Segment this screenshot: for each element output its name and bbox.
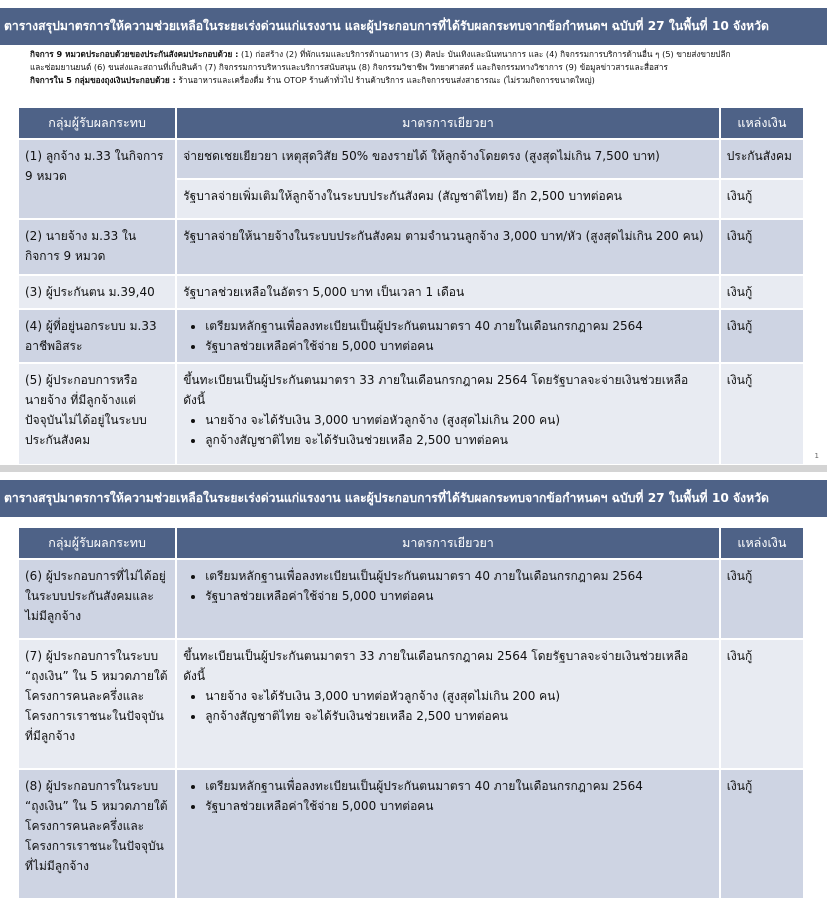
row-source: เงินกู้ bbox=[721, 770, 803, 898]
measures-table-1 bbox=[17, 106, 805, 466]
bullet-item: • นายจ้าง จะได้รับเงิน 3,000 บาทต่อหัวลูกจ้าง (สูงสุดไม่เกิน 200 คน) bbox=[205, 686, 713, 706]
row-measure: รัฐบาลจ่ายเพิ่มเติมให้ลูกจ้างในระบบประกันสังคม (สัญชาติไทย) อีก 2,500 บาทต่อคน bbox=[177, 180, 719, 218]
row-group: (5) ผู้ประกอบการหรือนายจ้าง ที่มีลูกจ้างแต่ปัจจุบันไม่ได้อยู่ในระบบประกันสังคม bbox=[19, 364, 175, 464]
bullet-list bbox=[183, 566, 713, 606]
row-source: เงินกู้ bbox=[721, 310, 803, 362]
table-row bbox=[19, 276, 803, 308]
row-source: เงินกู้ bbox=[721, 180, 803, 218]
table-row bbox=[19, 364, 803, 464]
bullet-item: • เตรียมหลักฐานเพื่อลงทะเบียนเป็นผู้ประกันตนมาตรา 40 ภายในเดือนกรกฎาคม 2564 bbox=[205, 566, 713, 586]
row-measure bbox=[177, 560, 719, 638]
table-row bbox=[19, 140, 803, 178]
row-measure bbox=[177, 310, 719, 362]
header-group: กลุ่มผู้รับผลกระทบ bbox=[19, 528, 175, 558]
row-source: เงินกู้ bbox=[721, 220, 803, 274]
row-source: เงินกู้ bbox=[721, 276, 803, 308]
note-line-1 bbox=[30, 48, 810, 61]
page-separator bbox=[0, 465, 827, 472]
bullet-list bbox=[183, 316, 713, 356]
note-line-2: และซ่อมยานยนต์ (6) ขนส่งและสถานที่เก็บสินค้า (7) กิจกรรมการบริหารและบริการสนับสนุน (8) กิจกรรมวิชาชีพ วิทยาศาสตร์ และกิจกรรมทางวิชาการ (9) ข้อมูลข่าวสารและสื่อสาร bbox=[30, 62, 668, 72]
note-label-9-categories: กิจการ 9 หมวดประกอบด้วยของประกันสังคมประกอบด้วย : bbox=[30, 49, 239, 59]
document-page-2 bbox=[0, 472, 827, 922]
bullet-item: • ลูกจ้างสัญชาติไทย จะได้รับเงินช่วยเหลือ 2,500 บาทต่อคน bbox=[205, 430, 713, 450]
table-row bbox=[19, 220, 803, 274]
header-source: แหล่งเงิน bbox=[721, 528, 803, 558]
bullet-list bbox=[183, 686, 713, 726]
row-group: (2) นายจ้าง ม.33 ในกิจการ 9 หมวด bbox=[19, 220, 175, 274]
header-measure: มาตรการเยียวยา bbox=[177, 108, 719, 138]
header-measure: มาตรการเยียวยา bbox=[177, 528, 719, 558]
bullet-item: • ลูกจ้างสัญชาติไทย จะได้รับเงินช่วยเหลือ 2,500 บาทต่อคน bbox=[205, 706, 713, 726]
row-source: เงินกู้ bbox=[721, 560, 803, 638]
measures-table-2 bbox=[17, 526, 805, 900]
row-measure bbox=[177, 770, 719, 898]
page-title-banner: ตารางสรุปมาตรการให้ความช่วยเหลือในระยะเร่งด่วนแก่แรงงาน และผู้ประกอบการที่ได้รับผลกระทบจากข้อกำหนดฯ ฉบับที่ 27 ในพื้นที่ 10 จังหวัด bbox=[0, 8, 827, 45]
note-text-9-categories: (1) ก่อสร้าง (2) ที่พักแรมและบริการด้านอาหาร (3) ศิลปะ บันเทิงและนันทนาการ และ (4) กิจกรรมการบริการด้านอื่น ๆ (5) ขายส่งขายปลีก bbox=[238, 49, 731, 59]
row-group: (6) ผู้ประกอบการที่ไม่ได้อยู่ในระบบประกันสังคมและไม่มีลูกจ้าง bbox=[19, 560, 175, 638]
note-line-3 bbox=[30, 74, 810, 87]
row-group: (1) ลูกจ้าง ม.33 ในกิจการ 9 หมวด bbox=[19, 140, 175, 218]
row-group: (3) ผู้ประกันตน ม.39,40 bbox=[19, 276, 175, 308]
measure-intro: ขึ้นทะเบียนเป็นผู้ประกันตนมาตรา 33 ภายในเดือนกรกฎาคม 2564 โดยรัฐบาลจะจ่ายเงินช่วยเหลือ ดังนี้ bbox=[183, 373, 689, 407]
bullet-item: • รัฐบาลช่วยเหลือค่าใช้จ่าย 5,000 บาทต่อคน bbox=[205, 796, 713, 816]
note-label-5-groups: กิจการใน 5 กลุ่มของถุงเงินประกอบด้วย : bbox=[30, 75, 176, 85]
header-source: แหล่งเงิน bbox=[721, 108, 803, 138]
row-measure: จ่ายชดเชยเยียวยา เหตุสุดวิสัย 50% ของรายได้ ให้ลูกจ้างโดยตรง (สูงสุดไม่เกิน 7,500 บาท) bbox=[177, 140, 719, 178]
bullet-list bbox=[183, 410, 713, 450]
row-measure: รัฐบาลจ่ายให้นายจ้างในระบบประกันสังคม ตามจำนวนลูกจ้าง 3,000 บาท/หัว (สูงสุดไม่เกิน 200 คน) bbox=[177, 220, 719, 274]
page-title-banner: ตารางสรุปมาตรการให้ความช่วยเหลือในระยะเร่งด่วนแก่แรงงาน และผู้ประกอบการที่ได้รับผลกระทบจากข้อกำหนดฯ ฉบับที่ 27 ในพื้นที่ 10 จังหวัด bbox=[0, 480, 827, 517]
table-row bbox=[19, 560, 803, 638]
table-row bbox=[19, 310, 803, 362]
table-row bbox=[19, 640, 803, 768]
notes bbox=[30, 48, 810, 87]
row-source: ประกันสังคม bbox=[721, 140, 803, 178]
table-header-row bbox=[19, 108, 803, 138]
table-header-row bbox=[19, 528, 803, 558]
row-group: (8) ผู้ประกอบการในระบบ “ถุงเงิน” ใน 5 หมวดภายใต้โครงการคนละครึ่งและโครงการเราชนะในปัจจุบันที่ไม่มีลูกจ้าง bbox=[19, 770, 175, 898]
header-group: กลุ่มผู้รับผลกระทบ bbox=[19, 108, 175, 138]
bullet-item: • เตรียมหลักฐานเพื่อลงทะเบียนเป็นผู้ประกันตนมาตรา 40 ภายในเดือนกรกฎาคม 2564 bbox=[205, 776, 713, 796]
bullet-item: • รัฐบาลช่วยเหลือค่าใช้จ่าย 5,000 บาทต่อคน bbox=[205, 336, 713, 356]
row-measure: รัฐบาลช่วยเหลือในอัตรา 5,000 บาท เป็นเวลา 1 เดือน bbox=[177, 276, 719, 308]
row-source: เงินกู้ bbox=[721, 364, 803, 464]
measure-intro: ขึ้นทะเบียนเป็นผู้ประกันตนมาตรา 33 ภายในเดือนกรกฎาคม 2564 โดยรัฐบาลจะจ่ายเงินช่วยเหลือ ดังนี้ bbox=[183, 649, 689, 683]
note-text-5-groups: ร้านอาหารและเครื่องดื่ม ร้าน OTOP ร้านค้าทั่วไป ร้านค้าบริการ และกิจการขนส่งสาธารณะ (ไม่รวมกิจการขนาดใหญ่) bbox=[175, 75, 595, 85]
row-source: เงินกู้ bbox=[721, 640, 803, 768]
bullet-item: • รัฐบาลช่วยเหลือค่าใช้จ่าย 5,000 บาทต่อคน bbox=[205, 586, 713, 606]
bullet-list bbox=[183, 776, 713, 816]
row-measure bbox=[177, 364, 719, 464]
row-measure bbox=[177, 640, 719, 768]
page-number: 1 bbox=[814, 452, 819, 460]
row-group: (4) ผู้ที่อยู่นอกระบบ ม.33 อาชีพอิสระ bbox=[19, 310, 175, 362]
bullet-item: • เตรียมหลักฐานเพื่อลงทะเบียนเป็นผู้ประกันตนมาตรา 40 ภายในเดือนกรกฎาคม 2564 bbox=[205, 316, 713, 336]
bullet-item: • นายจ้าง จะได้รับเงิน 3,000 บาทต่อหัวลูกจ้าง (สูงสุดไม่เกิน 200 คน) bbox=[205, 410, 713, 430]
row-group: (7) ผู้ประกอบการในระบบ “ถุงเงิน” ใน 5 หมวดภายใต้โครงการคนละครึ่งและโครงการเราชนะในปัจจุบันที่มีลูกจ้าง bbox=[19, 640, 175, 768]
table-row bbox=[19, 770, 803, 898]
